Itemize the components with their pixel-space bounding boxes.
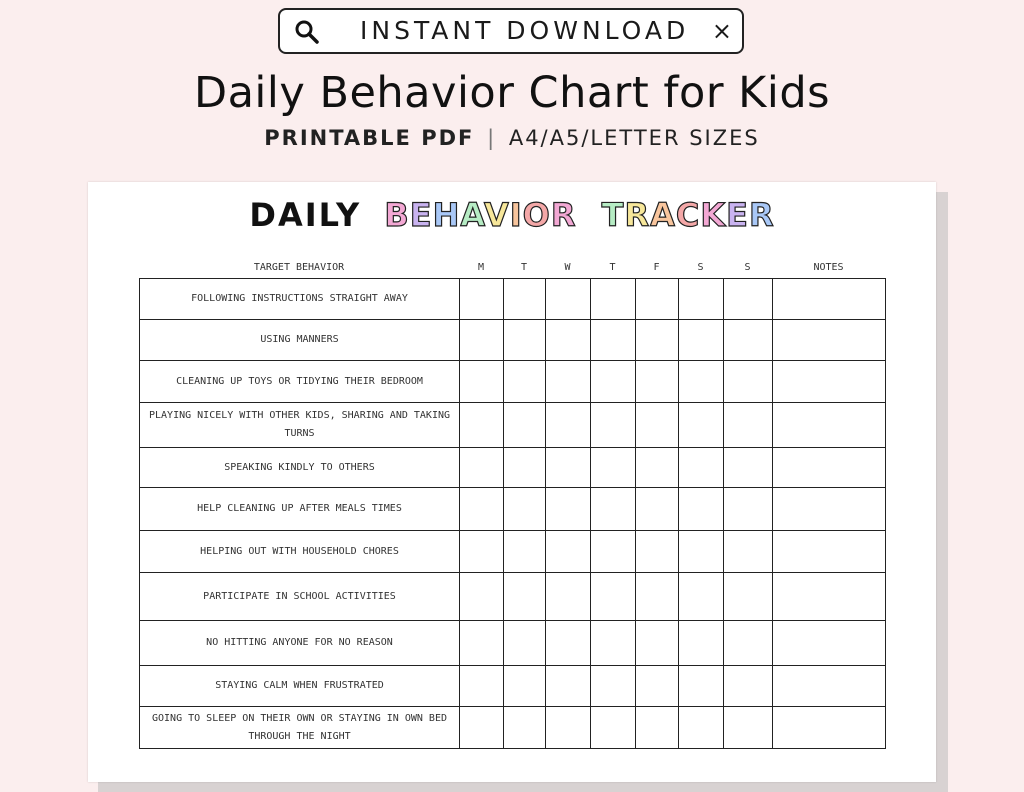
day-check-cell xyxy=(679,403,724,448)
header-day: M xyxy=(477,262,485,273)
day-check-cell xyxy=(679,320,724,361)
day-check-cell xyxy=(504,573,546,621)
day-check-cell xyxy=(504,531,546,573)
behavior-label: PLAYING NICELY WITH OTHER KIDS, SHARING AND TAKING TURNS xyxy=(140,403,460,448)
day-check-cell xyxy=(679,621,724,666)
notes-cell xyxy=(773,621,886,666)
day-check-cell xyxy=(591,573,636,621)
title-letter: R xyxy=(550,196,577,234)
day-check-cell xyxy=(636,488,679,531)
header-day: S xyxy=(744,262,751,273)
day-check-cell xyxy=(504,361,546,403)
notes-cell xyxy=(773,320,886,361)
page-title: Daily Behavior Chart for Kids xyxy=(193,68,831,118)
day-check-cell xyxy=(636,707,679,749)
title-letter: H xyxy=(432,196,461,234)
day-check-cell xyxy=(504,488,546,531)
tracker-title-tracker xyxy=(602,196,775,234)
day-check-cell xyxy=(460,488,504,531)
close-icon[interactable]: × xyxy=(711,17,732,45)
tracker-title xyxy=(88,196,936,234)
header-day: S xyxy=(697,262,704,273)
title-letter: A xyxy=(650,196,676,234)
table-row xyxy=(140,448,886,488)
tracker-title-behavior xyxy=(384,196,576,234)
day-check-cell xyxy=(724,488,773,531)
notes-cell xyxy=(773,707,886,749)
day-check-cell xyxy=(636,320,679,361)
table-row xyxy=(140,361,886,403)
day-check-cell xyxy=(679,707,724,749)
day-check-cell xyxy=(460,361,504,403)
day-check-cell xyxy=(460,666,504,707)
day-check-cell xyxy=(504,279,546,320)
banner-text: INSTANT DOWNLOAD xyxy=(360,16,690,45)
day-check-cell xyxy=(679,448,724,488)
behavior-table xyxy=(139,278,886,749)
day-check-cell xyxy=(591,666,636,707)
day-check-cell xyxy=(679,361,724,403)
header-day: T xyxy=(609,262,616,273)
day-check-cell xyxy=(724,361,773,403)
day-check-cell xyxy=(546,403,591,448)
tracker-sheet xyxy=(88,182,936,782)
title-letter: K xyxy=(700,196,727,234)
subtitle-format: PRINTABLE PDF xyxy=(264,126,475,150)
page-subtitle xyxy=(0,126,1024,150)
day-check-cell xyxy=(546,666,591,707)
title-letter: B xyxy=(384,196,410,234)
day-check-cell xyxy=(504,403,546,448)
behavior-label: USING MANNERS xyxy=(140,320,460,361)
behavior-label: HELPING OUT WITH HOUSEHOLD CHORES xyxy=(140,531,460,573)
day-check-cell xyxy=(591,531,636,573)
day-check-cell xyxy=(724,320,773,361)
day-check-cell xyxy=(546,320,591,361)
behavior-label: SPEAKING KINDLY TO OTHERS xyxy=(140,448,460,488)
day-check-cell xyxy=(636,666,679,707)
header-target-behavior: TARGET BEHAVIOR xyxy=(253,262,345,273)
title-letter: T xyxy=(601,196,625,234)
day-check-cell xyxy=(636,448,679,488)
day-check-cell xyxy=(546,448,591,488)
day-check-cell xyxy=(460,448,504,488)
day-check-cell xyxy=(546,531,591,573)
tracker-title-daily: DAILY xyxy=(249,196,362,234)
header-day: W xyxy=(564,262,571,273)
search-icon xyxy=(294,19,320,45)
day-check-cell xyxy=(460,403,504,448)
behavior-label: CLEANING UP TOYS OR TIDYING THEIR BEDROOM xyxy=(140,361,460,403)
day-check-cell xyxy=(546,707,591,749)
day-check-cell xyxy=(724,403,773,448)
day-check-cell xyxy=(504,621,546,666)
day-check-cell xyxy=(679,279,724,320)
day-check-cell xyxy=(460,621,504,666)
day-check-cell xyxy=(591,448,636,488)
day-check-cell xyxy=(591,279,636,320)
title-letter: A xyxy=(460,196,484,234)
table-row xyxy=(140,320,886,361)
behavior-label: GOING TO SLEEP ON THEIR OWN OR STAYING IN OWN BED THROUGH THE NIGHT xyxy=(140,707,460,749)
day-check-cell xyxy=(636,573,679,621)
day-check-cell xyxy=(679,666,724,707)
header-day: T xyxy=(520,262,528,273)
day-check-cell xyxy=(636,403,679,448)
day-check-cell xyxy=(724,448,773,488)
header-notes: NOTES xyxy=(813,262,844,273)
day-check-cell xyxy=(460,279,504,320)
day-check-cell xyxy=(504,666,546,707)
title-letter: E xyxy=(409,196,433,234)
day-check-cell xyxy=(636,361,679,403)
day-check-cell xyxy=(591,621,636,666)
day-check-cell xyxy=(591,707,636,749)
day-check-cell xyxy=(591,488,636,531)
table-row xyxy=(140,488,886,531)
day-check-cell xyxy=(724,621,773,666)
table-row xyxy=(140,707,886,749)
subtitle-separator: | xyxy=(487,126,497,150)
header-day: F xyxy=(653,262,660,273)
day-check-cell xyxy=(679,531,724,573)
table-row xyxy=(140,279,886,320)
day-check-cell xyxy=(460,320,504,361)
day-check-cell xyxy=(504,448,546,488)
title-letter: R xyxy=(748,196,775,234)
table-row xyxy=(140,531,886,573)
notes-cell xyxy=(773,573,886,621)
behavior-label: HELP CLEANING UP AFTER MEALS TIMES xyxy=(140,488,460,531)
day-check-cell xyxy=(636,531,679,573)
subtitle-sizes: A4/A5/LETTER SIZES xyxy=(508,126,760,150)
day-check-cell xyxy=(724,666,773,707)
day-check-cell xyxy=(591,361,636,403)
notes-cell xyxy=(773,279,886,320)
table-row xyxy=(140,666,886,707)
day-check-cell xyxy=(636,279,679,320)
instant-download-banner[interactable] xyxy=(278,8,744,54)
notes-cell xyxy=(773,666,886,707)
day-check-cell xyxy=(546,279,591,320)
title-letter: C xyxy=(675,196,701,234)
day-check-cell xyxy=(724,531,773,573)
day-check-cell xyxy=(546,573,591,621)
day-check-cell xyxy=(546,488,591,531)
notes-cell xyxy=(773,448,886,488)
behavior-label: NO HITTING ANYONE FOR NO REASON xyxy=(140,621,460,666)
day-check-cell xyxy=(591,403,636,448)
title-letter: E xyxy=(726,196,749,234)
day-check-cell xyxy=(504,707,546,749)
day-check-cell xyxy=(460,573,504,621)
day-check-cell xyxy=(460,531,504,573)
day-check-cell xyxy=(679,573,724,621)
behavior-label: STAYING CALM WHEN FRUSTRATED xyxy=(140,666,460,707)
day-check-cell xyxy=(636,621,679,666)
title-letter: V xyxy=(483,196,510,234)
notes-cell xyxy=(773,488,886,531)
table-row xyxy=(140,403,886,448)
day-check-cell xyxy=(546,361,591,403)
day-check-cell xyxy=(679,488,724,531)
behavior-label: FOLLOWING INSTRUCTIONS STRAIGHT AWAY xyxy=(140,279,460,320)
day-check-cell xyxy=(724,707,773,749)
behavior-label: PARTICIPATE IN SCHOOL ACTIVITIES xyxy=(140,573,460,621)
table-row xyxy=(140,621,886,666)
title-letter: O xyxy=(522,196,551,234)
title-letter: I xyxy=(509,196,523,234)
day-check-cell xyxy=(724,279,773,320)
day-check-cell xyxy=(724,573,773,621)
day-check-cell xyxy=(546,621,591,666)
table-row xyxy=(140,573,886,621)
day-check-cell xyxy=(504,320,546,361)
notes-cell xyxy=(773,361,886,403)
title-letter: R xyxy=(624,196,651,234)
day-check-cell xyxy=(591,320,636,361)
notes-cell xyxy=(773,531,886,573)
notes-cell xyxy=(773,403,886,448)
day-check-cell xyxy=(460,707,504,749)
